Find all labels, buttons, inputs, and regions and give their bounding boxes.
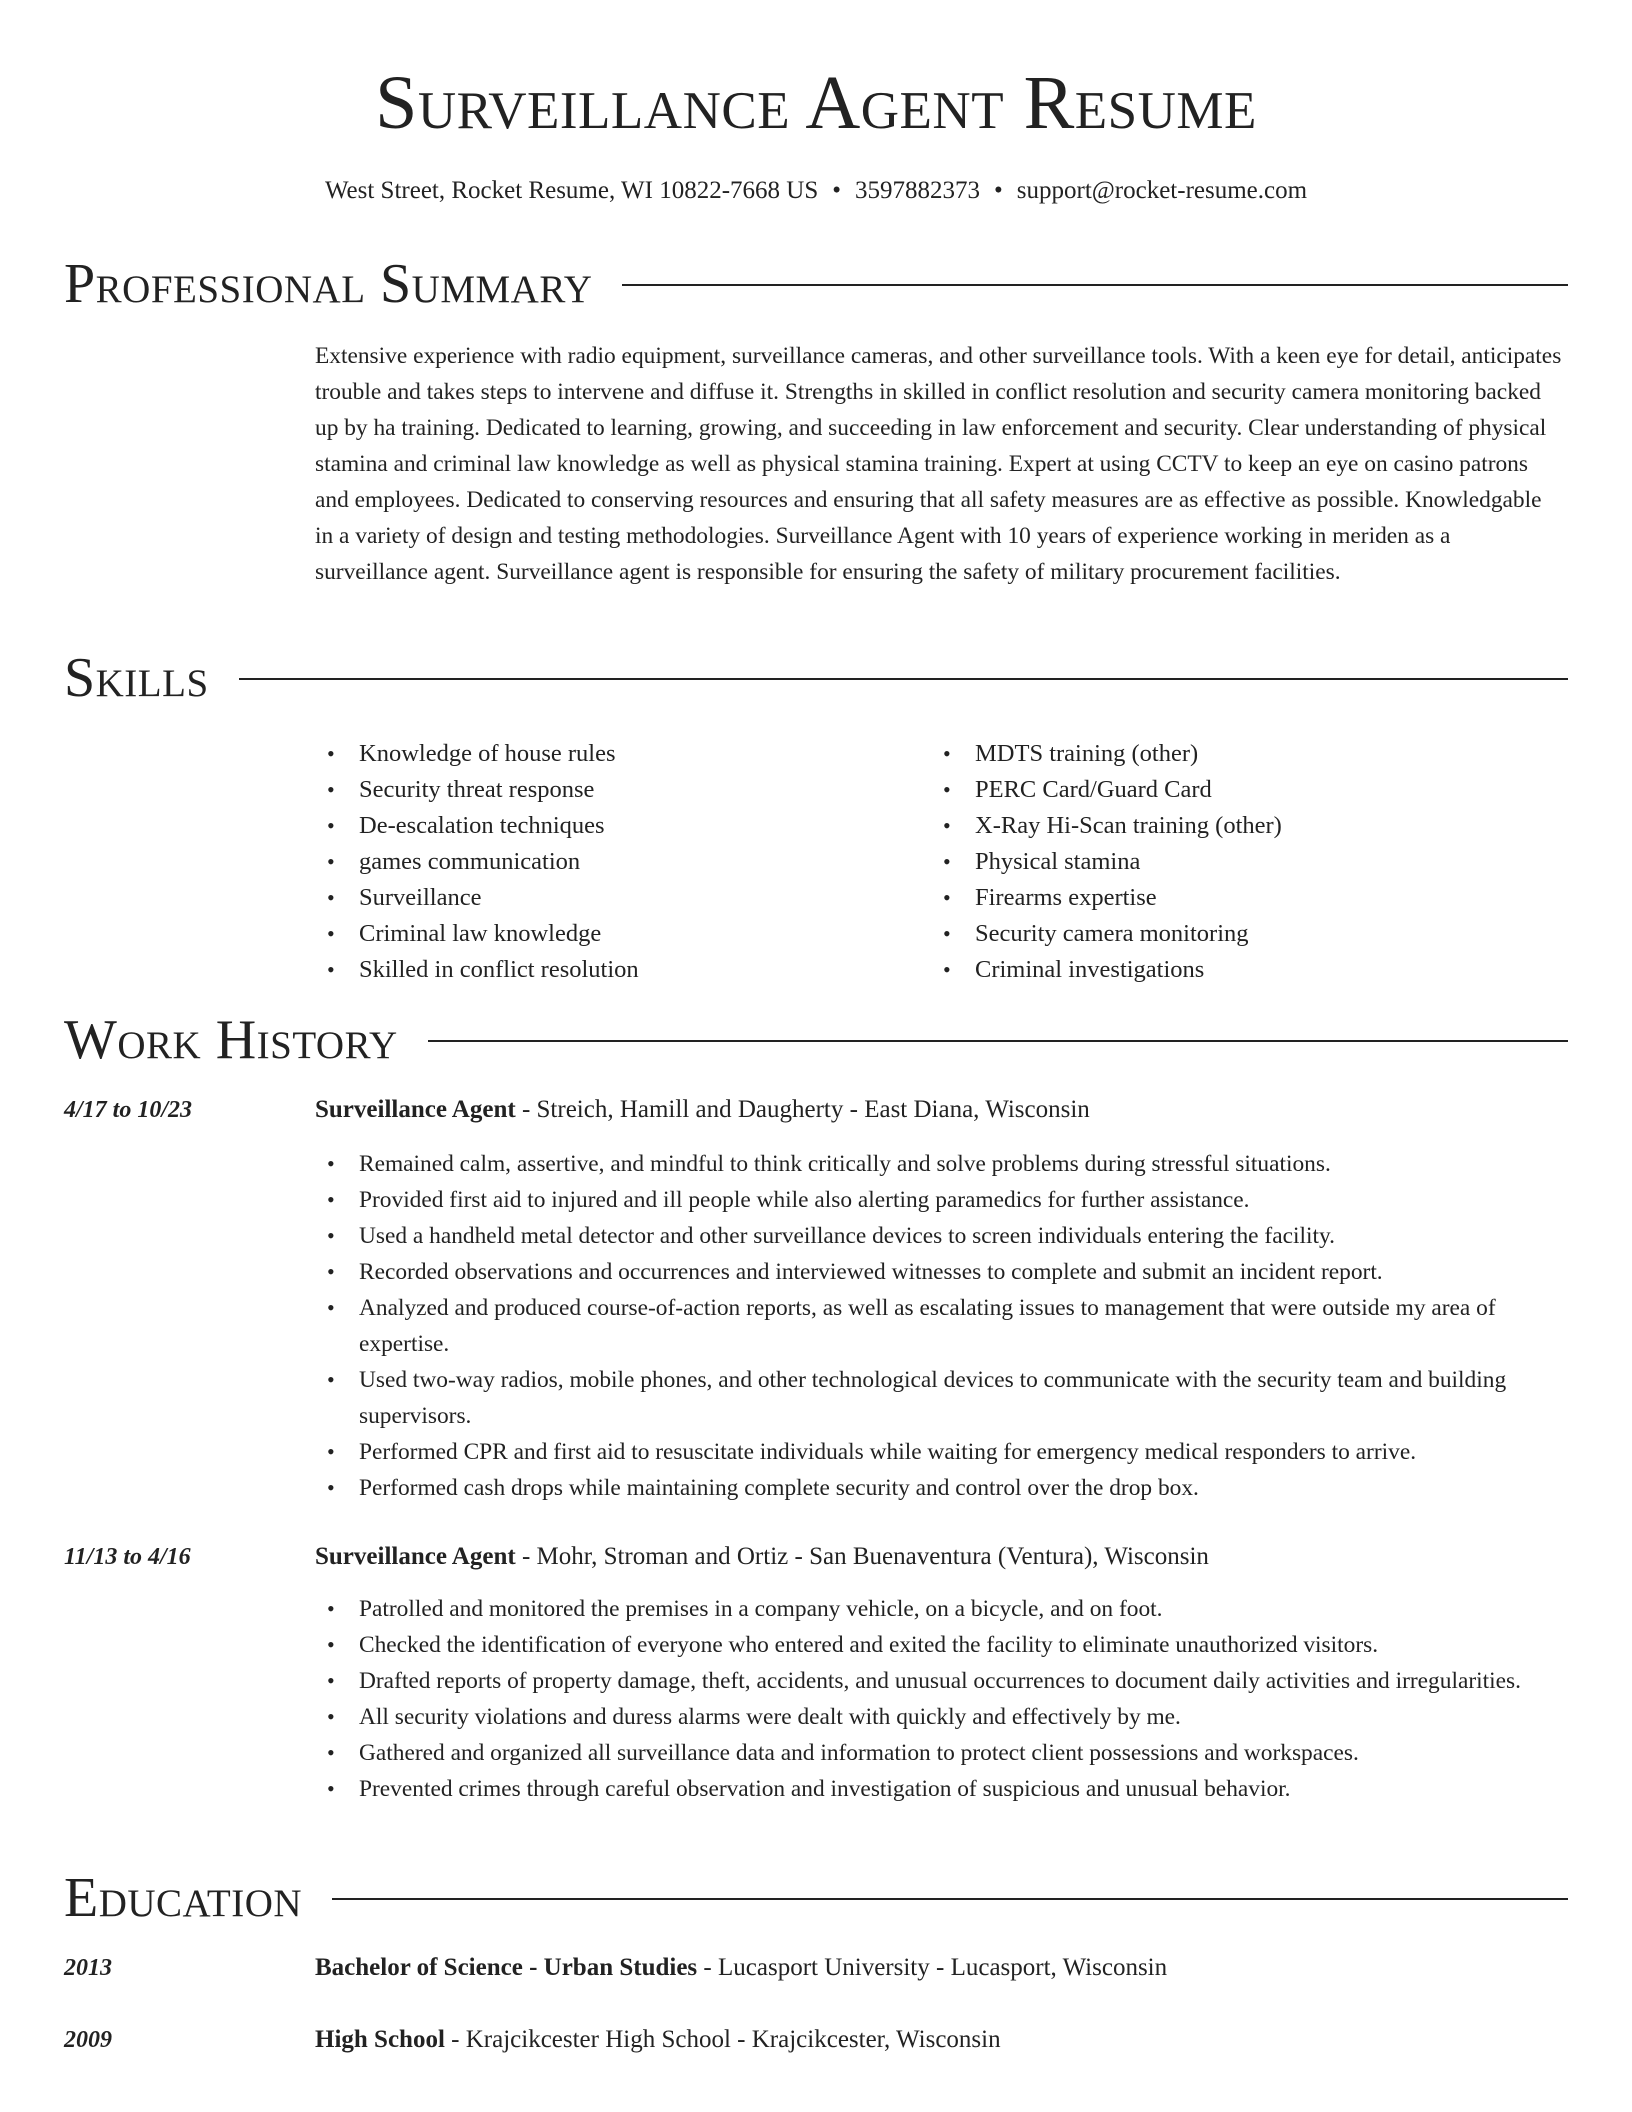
- job-bullet: • Analyzed and produced course-of-action reports, as well as escalating issues to management that were outside my area of expertise.: [315, 1290, 1570, 1362]
- contact-separator: •: [832, 177, 841, 204]
- job-bullets: [315, 1591, 1570, 1807]
- job-bullet: • Recorded observations and occurrences and interviewed witnesses to complete and submit an incident report.: [315, 1254, 1570, 1290]
- education-degree: High School: [315, 2026, 445, 2053]
- job-title-line: [315, 1092, 1090, 1128]
- skills-list-left: [315, 736, 639, 988]
- education-year: 2009: [64, 2027, 112, 2053]
- skills-list-right: [931, 736, 1282, 988]
- job-bullet: • Used a handheld metal detector and other surveillance devices to screen individuals entering the facility.: [315, 1218, 1570, 1254]
- job-role: Surveillance Agent: [315, 1543, 516, 1570]
- section-title-summary: Professional Summary: [64, 253, 593, 315]
- section-title-work: Work History: [64, 1009, 398, 1071]
- skill-item: • Security threat response: [315, 772, 639, 808]
- job-employer: - Mohr, Stroman and Ortiz - San Buenaventura (Ventura), Wisconsin: [515, 1543, 1209, 1570]
- skill-item: • X-Ray Hi-Scan training (other): [931, 808, 1282, 844]
- section-header-skills: [64, 646, 1568, 710]
- education-line: [315, 2022, 1001, 2058]
- education-line: [315, 1950, 1167, 1986]
- summary-text: Extensive experience with radio equipment, surveillance cameras, and other surveillance tools. With a keen eye for detail, anticipates trouble and takes steps to intervene and diffuse it. Strengths in skilled in conflict resolution and security camera monitoring backed up by ha training. Dedicated to learning, growing, and succeeding in law enforcement and security. Clear understanding of physical stamina and criminal law knowledge as well as physical stamina training. Expert at using CCTV to keep an eye on casino patrons and employees. Dedicated to conserving resources and ensuring that all safety measures are as effective as possible. Knowledgable in a variety of design and testing methodologies. Surveillance Agent with 10 years of experience working in meriden as a surveillance agent. Surveillance agent is responsible for ensuring the safety of military procurement facilities.: [315, 343, 1562, 585]
- education-year: 2013: [64, 1955, 112, 1981]
- section-divider: [622, 284, 1568, 286]
- job-bullet: • Patrolled and monitored the premises in a company vehicle, on a bicycle, and on foot.: [315, 1591, 1570, 1627]
- skill-item: • Surveillance: [315, 880, 639, 916]
- job-bullet: • Gathered and organized all surveillance data and information to protect client possessions and workspaces.: [315, 1735, 1570, 1771]
- skill-item: • Knowledge of house rules: [315, 736, 639, 772]
- section-header-education: [64, 1866, 1568, 1930]
- job-bullet: • Drafted reports of property damage, theft, accidents, and unusual occurrences to document daily activities and irregularities.: [315, 1663, 1570, 1699]
- contact-separator: •: [994, 177, 1003, 204]
- skill-item: • MDTS training (other): [931, 736, 1282, 772]
- skill-item: • PERC Card/Guard Card: [931, 772, 1282, 808]
- contact-phone: 3597882373: [855, 177, 980, 204]
- job-dates: 4/17 to 10/23: [64, 1097, 193, 1123]
- job-bullet: • Prevented crimes through careful observation and investigation of suspicious and unusual behavior.: [315, 1771, 1570, 1807]
- contact-line: [0, 175, 1632, 207]
- skill-item: • De-escalation techniques: [315, 808, 639, 844]
- section-title-education: Education: [64, 1867, 303, 1929]
- education-school: - Lucasport University - Lucasport, Wisconsin: [697, 1954, 1168, 1981]
- education-school: - Krajcikcester High School - Krajcikcester, Wisconsin: [444, 2026, 1001, 2053]
- section-divider: [428, 1040, 1568, 1042]
- job-role: Surveillance Agent: [315, 1096, 516, 1123]
- job-bullet: • Remained calm, assertive, and mindful to think critically and solve problems during stressful situations.: [315, 1146, 1570, 1182]
- skill-item: • Skilled in conflict resolution: [315, 952, 639, 988]
- skill-item: • Criminal investigations: [931, 952, 1282, 988]
- job-bullet: • Performed CPR and first aid to resuscitate individuals while waiting for emergency medical responders to arrive.: [315, 1434, 1570, 1470]
- skill-item: • Firearms expertise: [931, 880, 1282, 916]
- job-bullet: • Performed cash drops while maintaining complete security and control over the drop box.: [315, 1470, 1570, 1506]
- skill-item: • games communication: [315, 844, 639, 880]
- job-bullet: • Provided first aid to injured and ill people while also alerting paramedics for further assistance.: [315, 1182, 1570, 1218]
- job-title-line: [315, 1539, 1209, 1575]
- section-divider: [332, 1898, 1568, 1900]
- job-bullet: • Checked the identification of everyone who entered and exited the facility to eliminate unauthorized visitors.: [315, 1627, 1570, 1663]
- contact-email: support@rocket-resume.com: [1016, 177, 1308, 204]
- job-bullet: • All security violations and duress alarms were dealt with quickly and effectively by me.: [315, 1699, 1570, 1735]
- job-employer: - Streich, Hamill and Daugherty - East Diana, Wisconsin: [515, 1096, 1090, 1123]
- section-header-work: [64, 1008, 1568, 1072]
- job-dates: 11/13 to 4/16: [64, 1544, 191, 1570]
- job-bullets: [315, 1146, 1570, 1506]
- job-bullet: • Used two-way radios, mobile phones, and other technological devices to communicate with the security team and building supervisors.: [315, 1362, 1570, 1434]
- section-divider: [239, 678, 1568, 680]
- resume-title: Surveillance Agent Resume: [375, 61, 1257, 145]
- education-degree: Bachelor of Science - Urban Studies: [315, 1954, 698, 1981]
- section-title-skills: Skills: [64, 647, 209, 709]
- skill-item: • Security camera monitoring: [931, 916, 1282, 952]
- contact-address: West Street, Rocket Resume, WI 10822-7668 US: [324, 177, 819, 204]
- skill-item: • Criminal law knowledge: [315, 916, 639, 952]
- section-header-summary: [64, 252, 1568, 316]
- skill-item: • Physical stamina: [931, 844, 1282, 880]
